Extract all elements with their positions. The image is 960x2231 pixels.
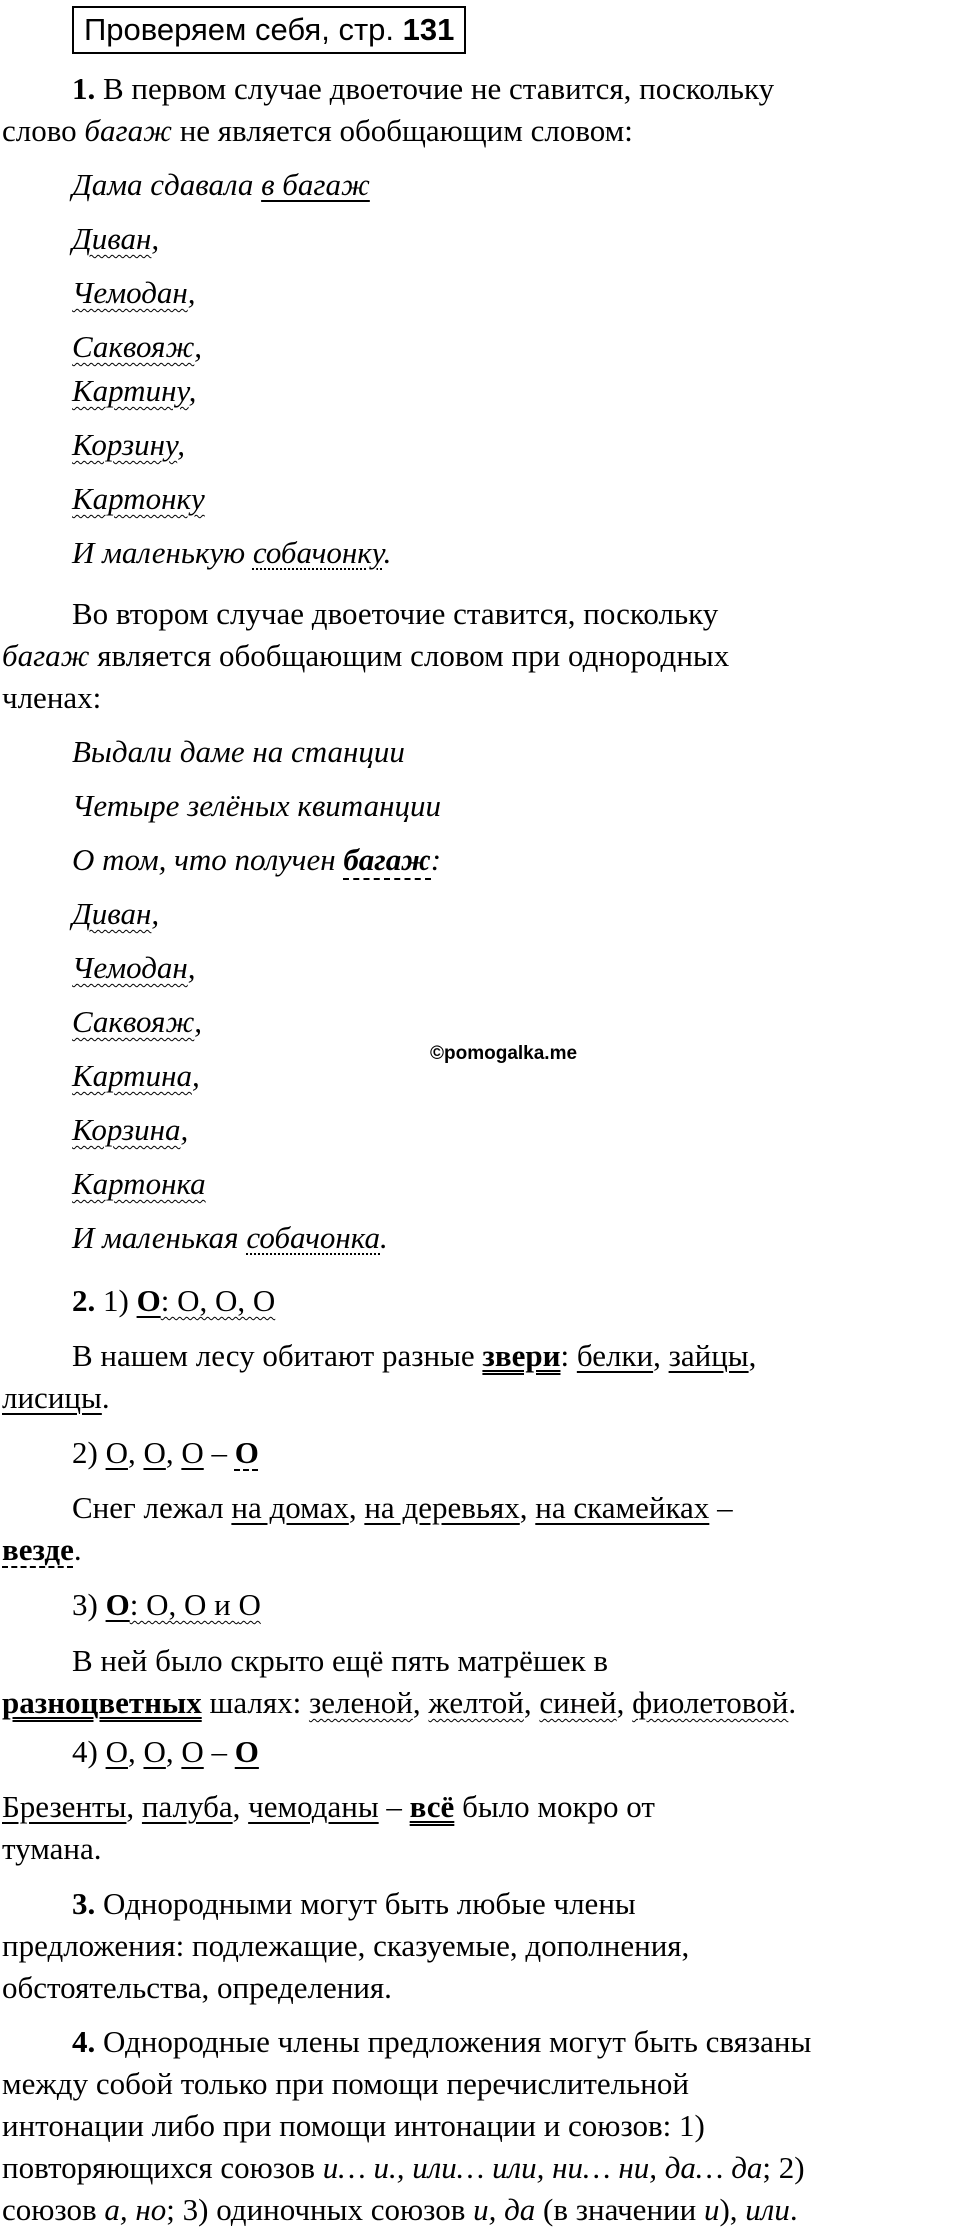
page-number: 131 xyxy=(402,12,455,47)
s2-scheme-1 xyxy=(72,1280,275,1322)
poem2-line-2 xyxy=(72,785,441,827)
text: Дама сдавала xyxy=(72,167,262,202)
text-italic: багаж xyxy=(2,638,90,673)
poem2-item xyxy=(72,1055,200,1097)
mark: О xyxy=(105,1734,128,1769)
generalizing-mark: О xyxy=(234,1435,259,1470)
poem2-line-3 xyxy=(72,839,441,881)
text: 1) xyxy=(95,1283,137,1318)
page-title xyxy=(72,6,466,54)
homogeneous: белки xyxy=(576,1338,654,1373)
punct: – xyxy=(203,1435,235,1470)
wavy: Картина xyxy=(72,1058,192,1093)
generalizing-word: разноцветных xyxy=(2,1685,202,1720)
text: не является обобщающим словом: xyxy=(171,113,633,148)
punct: , xyxy=(188,373,197,408)
text: . xyxy=(789,2192,798,2227)
punct: . xyxy=(73,1532,82,1567)
generalizing-word: багаж xyxy=(343,842,430,880)
poem2-item xyxy=(72,893,159,935)
s2-example-1-line-2 xyxy=(2,1377,110,1419)
text: тумана. xyxy=(2,1831,102,1866)
generalizing-mark: О xyxy=(234,1734,259,1769)
text: слово xyxy=(2,113,85,148)
poem2-last xyxy=(72,1217,388,1259)
s1-p2-line-2 xyxy=(2,635,729,677)
wavy: Диван xyxy=(72,221,152,256)
title-text: Проверяем себя, стр. xyxy=(84,12,403,47)
text: интонации либо при помощи интонации и союзов: 1) xyxy=(2,2108,705,2143)
text: ), xyxy=(719,2192,746,2227)
text-italic: и xyxy=(703,2192,720,2227)
text: (в значении xyxy=(535,2192,704,2227)
s3-line-1 xyxy=(72,1883,636,1925)
text-italic: и… и., или… или, ни… ни, да… да xyxy=(322,2150,763,2185)
s2-scheme-3 xyxy=(72,1584,261,1626)
homogeneous: зеленой xyxy=(308,1685,413,1720)
text: членах: xyxy=(2,680,102,715)
section-number: 4. xyxy=(72,2024,96,2059)
punct: , xyxy=(194,1004,203,1039)
text: Однородными могут быть любые члены xyxy=(95,1886,636,1921)
s1-p2-line-1 xyxy=(72,593,718,635)
punct: , xyxy=(177,427,185,462)
wavy: Саквояж xyxy=(72,1004,195,1039)
text: 2) xyxy=(72,1435,106,1470)
generalizing-word: всё xyxy=(409,1789,455,1824)
text: : xyxy=(560,1338,577,1373)
section-number: 3. xyxy=(72,1886,96,1921)
homogeneous: синей xyxy=(539,1685,617,1720)
wavy: Картонку xyxy=(72,481,205,516)
punct: , xyxy=(653,1338,661,1373)
text: обстоятельства, определения. xyxy=(2,1970,392,2005)
punct: , xyxy=(187,950,196,985)
homogeneous: фиолетовой xyxy=(632,1685,789,1720)
mark: О xyxy=(105,1435,128,1470)
homogeneous: желтой xyxy=(428,1685,524,1720)
homogeneous: зайцы xyxy=(668,1338,749,1373)
poem1-last xyxy=(72,532,391,574)
poem1-item xyxy=(72,370,196,412)
text: О том, что получен xyxy=(72,842,344,877)
text: шалях: xyxy=(201,1685,309,1720)
punct: , xyxy=(151,221,160,256)
s4-line-3 xyxy=(2,2105,705,2147)
text: В первом случае двоеточие не ставится, поскольку xyxy=(95,71,775,106)
homogeneous: на скамейках xyxy=(535,1490,710,1525)
poem1-item xyxy=(72,424,185,466)
generalizing-mark: О xyxy=(105,1587,130,1622)
wavy: Картонка xyxy=(72,1166,206,1201)
watermark: ©pomogalka.me xyxy=(430,1043,578,1064)
homogeneous: чемоданы xyxy=(248,1789,379,1824)
wavy: Чемодан xyxy=(72,275,188,310)
poem2-item xyxy=(72,1001,202,1043)
punct: . xyxy=(383,535,392,570)
punct: , xyxy=(180,1112,189,1147)
s1-line-2 xyxy=(2,110,633,152)
wavy: Картину xyxy=(72,373,189,408)
punct: – xyxy=(203,1734,235,1769)
s2-example-3-line-1 xyxy=(72,1640,608,1682)
punct: , xyxy=(187,275,196,310)
s4-line-2 xyxy=(2,2063,689,2105)
text: предложения: подлежащие, сказуемые, дополнения, xyxy=(2,1928,690,1963)
mark: О xyxy=(181,1734,204,1769)
s4-line-5 xyxy=(2,2189,798,2231)
generalizing-word: звери xyxy=(482,1338,561,1373)
homogeneous-marks: : О, О и xyxy=(129,1587,239,1622)
poem2-item xyxy=(72,1109,188,1151)
text: является обобщающим словом при однородных xyxy=(89,638,730,673)
homogeneous-marks: О xyxy=(238,1587,261,1622)
punct: , xyxy=(151,896,160,931)
poem2-line-1 xyxy=(72,731,405,773)
s3-line-3 xyxy=(2,1967,392,2009)
s1-p2-line-3 xyxy=(2,677,101,719)
punct: , xyxy=(748,1338,757,1373)
text: 4) xyxy=(72,1734,106,1769)
punct: , xyxy=(165,1435,182,1470)
punct: . xyxy=(380,1220,388,1255)
s4-line-1 xyxy=(72,2021,811,2063)
homogeneous: на домах xyxy=(231,1490,349,1525)
text-italic: а, но xyxy=(104,2192,167,2227)
s2-example-4-line-1: Брезенты, палуба, чемоданы – всё было мокро от xyxy=(2,1789,655,1824)
s2-example-1-line-1 xyxy=(72,1335,756,1377)
text: Выдали даме на станции xyxy=(72,734,405,769)
dotted: собачонку xyxy=(252,535,384,570)
mark: О xyxy=(143,1734,166,1769)
s2-example-2-line-2 xyxy=(2,1529,82,1571)
wavy: Чемодан xyxy=(72,950,188,985)
s2-scheme-2 xyxy=(72,1432,259,1474)
wavy: Саквояж xyxy=(72,329,195,364)
poem1-item xyxy=(72,272,196,314)
s3-line-2 xyxy=(2,1925,689,1967)
homogeneous-marks: : О, О, О xyxy=(160,1283,276,1318)
wavy: Диван xyxy=(72,896,152,931)
punct: – xyxy=(709,1490,733,1525)
homogeneous: лисицы xyxy=(2,1380,102,1415)
punct: : xyxy=(430,842,442,877)
text: союзов xyxy=(2,2192,105,2227)
text: повторяющихся союзов xyxy=(2,2150,323,2185)
s2-example-4-line-2 xyxy=(2,1828,102,1870)
section-number: 2. xyxy=(72,1283,96,1318)
text: И маленькую xyxy=(72,535,253,570)
s2-example-3-line-2: разноцветных шалях: зеленой, желтой, синей, фиолетовой. xyxy=(2,1685,797,1720)
underlined: в багаж xyxy=(261,167,370,202)
mark: О xyxy=(143,1435,166,1470)
text: Во втором случае двоеточие ставится, поскольку xyxy=(72,596,719,631)
s4-line-4 xyxy=(2,2147,805,2189)
text: между собой только при помощи перечислительной xyxy=(2,2066,689,2101)
poem1-item xyxy=(72,326,202,368)
poem1-item xyxy=(72,478,205,520)
homogeneous: на деревьях xyxy=(364,1490,520,1525)
homogeneous: палуба xyxy=(141,1789,233,1824)
text: Однородные члены предложения могут быть связаны xyxy=(95,2024,812,2059)
punct: , xyxy=(194,329,203,364)
poem1-item xyxy=(72,218,159,260)
section-number: 1. xyxy=(72,71,96,106)
wavy: Корзина xyxy=(72,1112,181,1147)
mark: О xyxy=(181,1435,204,1470)
text: В ней было скрыто ещё пять матрёшек в xyxy=(72,1643,609,1678)
text-italic: и, да xyxy=(473,2192,536,2227)
text: было мокро от xyxy=(454,1789,655,1824)
poem2-item xyxy=(72,947,196,989)
poem2-item xyxy=(72,1163,206,1205)
s2-scheme-4: 4) О, О, О – О xyxy=(72,1734,259,1769)
poem1-line-1 xyxy=(72,164,370,206)
text: В нашем лесу обитают разные xyxy=(72,1338,483,1373)
text-italic: багаж xyxy=(84,113,172,148)
text: И маленькая xyxy=(72,1220,247,1255)
s2-example-2-line-1: Снег лежал на домах, на деревьях, на скамейках – xyxy=(72,1490,733,1525)
generalizing-mark: О xyxy=(136,1283,161,1318)
s1-line-1 xyxy=(72,68,774,110)
dotted: собачонка xyxy=(246,1220,381,1255)
punct: – xyxy=(378,1789,410,1824)
wavy: Корзину xyxy=(72,427,178,462)
text: Снег лежал xyxy=(72,1490,232,1525)
text: ; 2) xyxy=(762,2150,805,2185)
punct: . xyxy=(101,1380,110,1415)
text-italic: или xyxy=(745,2192,790,2227)
punct: , xyxy=(127,1435,144,1470)
text: Четыре зелёных квитанции xyxy=(72,788,441,823)
punct: . xyxy=(788,1685,797,1720)
generalizing-word: везде xyxy=(2,1532,74,1567)
text: ; 3) одиночных союзов xyxy=(166,2192,474,2227)
text: 3) xyxy=(72,1587,106,1622)
homogeneous: Брезенты xyxy=(2,1789,127,1824)
punct: , xyxy=(191,1058,200,1093)
